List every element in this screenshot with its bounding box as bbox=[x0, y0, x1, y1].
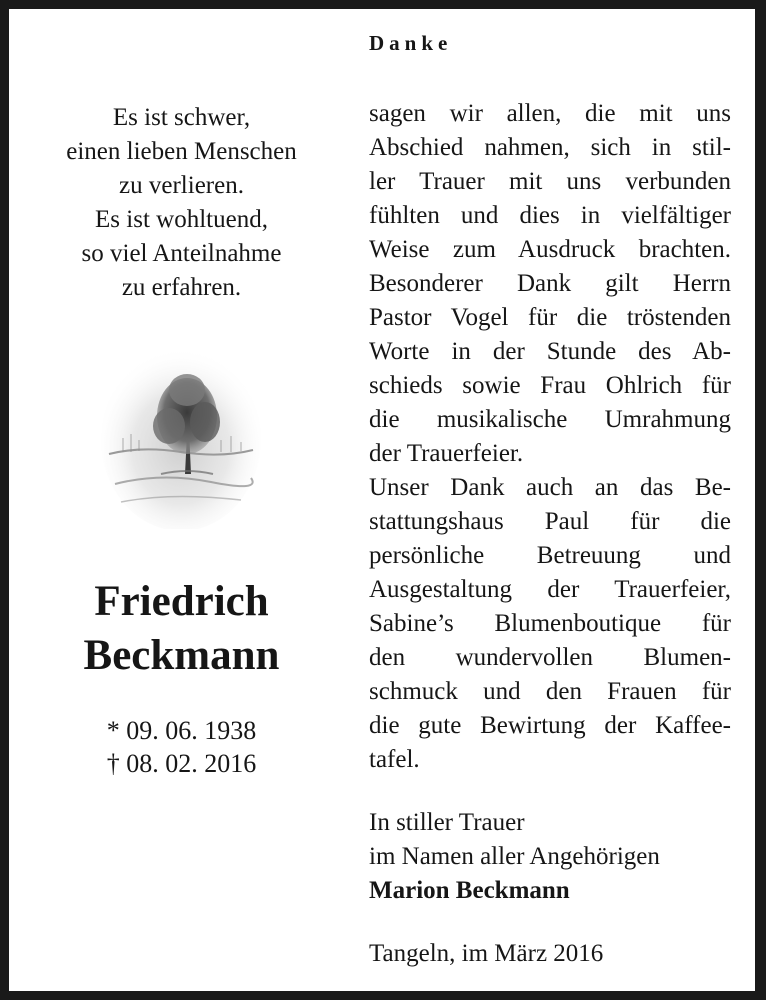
body-line: Abschied nahmen, sich in stil- bbox=[369, 134, 731, 161]
deceased-name bbox=[9, 575, 354, 683]
memorial-quote bbox=[9, 101, 354, 305]
body-line: tafel. bbox=[369, 746, 420, 773]
body-line: Besonderer Dank gilt Herrn bbox=[369, 270, 731, 297]
body-line: die musikalische Umrahmung bbox=[369, 406, 731, 433]
left-column bbox=[9, 9, 369, 991]
death-date: † 08. 02. 2016 bbox=[106, 749, 257, 778]
quote-line: zu erfahren. bbox=[121, 274, 242, 301]
body-line: schmuck und den Frauen für bbox=[369, 678, 731, 705]
body-line: Pastor Vogel für die tröstenden bbox=[369, 304, 731, 331]
body-line: den wundervollen Blumen- bbox=[369, 644, 731, 671]
closing-line: im Namen aller Angehörigen bbox=[369, 843, 660, 870]
obituary-card bbox=[9, 9, 755, 991]
life-dates bbox=[9, 714, 354, 780]
quote-line: Es ist wohltuend, bbox=[95, 206, 268, 233]
place-date: Tangeln, im März 2016 bbox=[369, 940, 604, 967]
body-line: der Trauerfeier. bbox=[369, 440, 524, 467]
body-line: stattungshaus Paul für die bbox=[369, 508, 731, 535]
birth-date: * 09. 06. 1938 bbox=[106, 716, 257, 745]
body-line: schieds sowie Frau Ohlrich für bbox=[369, 372, 731, 399]
first-name: Friedrich bbox=[94, 578, 269, 625]
body-line: fühlten und dies in vielfältiger bbox=[369, 202, 731, 229]
quote-line: einen lieben Menschen bbox=[66, 138, 297, 165]
body-line: Worte in der Stunde des Ab- bbox=[369, 338, 731, 365]
body-line: Weise zum Ausdruck brachten. bbox=[369, 236, 731, 263]
body-line: ler Trauer mit uns verbunden bbox=[369, 168, 731, 195]
body-line: die gute Bewirtung der Kaffee- bbox=[369, 712, 731, 739]
body-line: Unser Dank auch an das Be- bbox=[369, 474, 731, 501]
quote-line: zu verlieren. bbox=[119, 172, 244, 199]
body-line: Ausgestaltung der Trauerfeier, bbox=[369, 576, 731, 603]
quote-line: Es ist schwer, bbox=[112, 104, 251, 131]
closing-block bbox=[369, 806, 660, 908]
closing-line: In stiller Trauer bbox=[369, 809, 525, 836]
right-column bbox=[369, 9, 737, 991]
body-line: sagen wir allen, die mit uns bbox=[369, 100, 731, 127]
body-line: persönliche Betreuung und bbox=[369, 542, 731, 569]
body-line: Sabine’s Blumenboutique für bbox=[369, 610, 731, 637]
thanks-heading: Danke bbox=[369, 31, 453, 55]
quote-line: so viel Anteilnahme bbox=[81, 240, 282, 267]
tree-landscape-image bbox=[101, 334, 261, 529]
thanks-body bbox=[369, 97, 731, 777]
signer-name: Marion Beckmann bbox=[369, 877, 570, 904]
last-name: Beckmann bbox=[83, 632, 280, 679]
